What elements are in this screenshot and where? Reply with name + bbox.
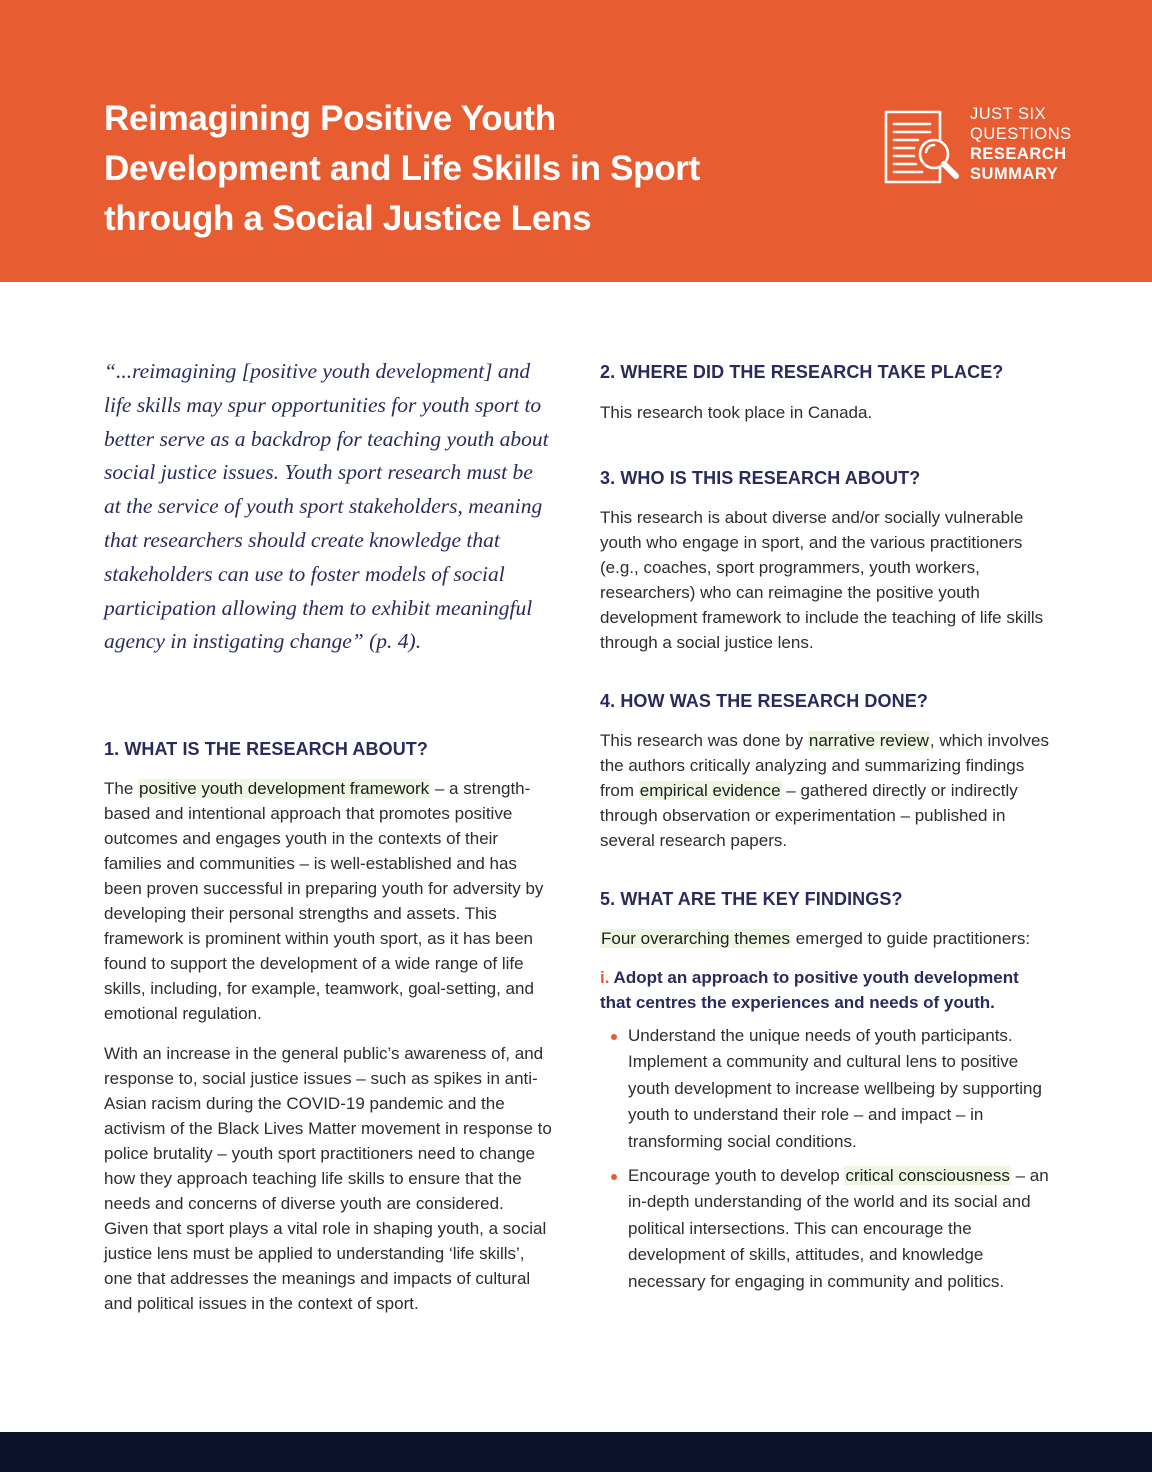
- badge-line-4: SUMMARY: [970, 165, 1059, 183]
- badge-line-1: JUST SIX: [970, 105, 1047, 123]
- section-1-paragraph-1: The positive youth development framework – a strength-based and intentional approach that promotes positive outcomes and engages youth in the contexts of their families and communities – is well-established and has been proven successful in preparing youth for adversity by developing their personal strengths and assets. This framework is prominent within youth sport, as it has been found to support the development of a wide range of life skills, including, for example, teamwork, goal-setting, and emotional regulation.: [104, 779, 544, 1024]
- research-summary-badge: [882, 104, 1112, 194]
- section-2-heading: 2. WHERE DID THE RESEARCH TAKE PLACE?: [600, 362, 1004, 382]
- bullet-dot-icon: [611, 1034, 617, 1040]
- footer-bar: [0, 1432, 1152, 1472]
- theme-1-heading: i. Adopt an approach to positive youth development that centres the experiences and needs of youth.: [600, 968, 1019, 1012]
- section-1-paragraph-2: With an increase in the general public’s awareness of, and response to, social justice issues – such as spikes in anti-Asian racism during the COVID-19 pandemic and the activism of the Black Lives Matter movement in response to police brutality – youth sport practitioners need to change how they approach teaching life skills to ensure that the needs and concerns of diverse youth are considered. Given that sport plays a vital role in shaping youth, a social justice lens must be applied to understanding ‘life skills’, one that addresses the meanings and impacts of cultural and political issues in the context of sport.: [104, 1044, 552, 1314]
- document-magnifier-icon: [882, 108, 962, 190]
- section-3-text: This research is about diverse and/or socially vulnerable youth who engage in sport, and the various practitioners (e.g., coaches, sport programmers, youth workers, researchers) who can reimagine the positive youth development framework to include the teaching of life skills through a social justice lens.: [600, 508, 1044, 652]
- right-column: [600, 358, 1050, 1295]
- theme-1-bullets: [600, 1023, 1050, 1295]
- glossary-term-empirical-evidence[interactable]: empirical evidence: [639, 781, 781, 800]
- section-1-heading: 1. WHAT IS THE RESEARCH ABOUT?: [104, 739, 429, 760]
- section-5-heading: 5. WHAT ARE THE KEY FINDINGS?: [600, 889, 903, 909]
- section-2-text: This research took place in Canada.: [600, 403, 873, 422]
- left-column: [104, 355, 552, 1316]
- theme-1-number: i.: [600, 968, 610, 987]
- page-title: Reimagining Positive Youth Development and Life Skills in Sport through a Social Justice Lens: [104, 99, 700, 238]
- pull-quote: “...reimagining [positive youth development] and life skills may spur opportunities for youth sport to better serve as a backdrop for teaching youth about social justice issues. Youth sport research must be at the service of youth sport stakeholders, meaning that researchers should create knowledge that stakeholders can use to foster models of social participation allowing them to exhibit meaningful agency in instigating change” (p. 4).: [104, 359, 549, 654]
- glossary-term-four-overarching-themes[interactable]: Four overarching themes: [601, 929, 790, 948]
- glossary-term-critical-consciousness[interactable]: critical consciousness: [845, 1166, 1010, 1186]
- section-5-intro: Four overarching themes emerged to guide practitioners:: [601, 929, 1031, 948]
- section-4-text: This research was done by narrative review, which involves the authors critically analyzing and summarizing findings from empirical evidence – gathered directly or indirectly through observation or experimentation – published in several research papers.: [600, 731, 1049, 850]
- glossary-term-positive-youth-development-framework[interactable]: positive youth development framework: [139, 779, 430, 799]
- badge-line-3: RESEARCH: [970, 145, 1067, 163]
- list-item: Encourage youth to develop critical consciousness – an in-depth understanding of the world and its social and political intersections. This can encourage the development of skills, attitudes, and knowledge necessary for engaging in community and politics.: [600, 1163, 1050, 1295]
- badge-text: [970, 104, 1072, 184]
- section-4-heading: 4. HOW WAS THE RESEARCH DONE?: [600, 691, 928, 711]
- badge-line-2: QUESTIONS: [970, 125, 1072, 143]
- section-3-heading: 3. WHO IS THIS RESEARCH ABOUT?: [600, 468, 921, 488]
- bullet-dot-icon: [611, 1174, 617, 1180]
- header-banner: [0, 0, 1152, 282]
- glossary-term-narrative-review[interactable]: narrative review: [808, 731, 929, 750]
- list-item: Understand the unique needs of youth participants. Implement a community and cultural lens to positive youth development to increase wellbeing by supporting youth to understand their role – and impact – in transforming social conditions.: [600, 1023, 1050, 1155]
